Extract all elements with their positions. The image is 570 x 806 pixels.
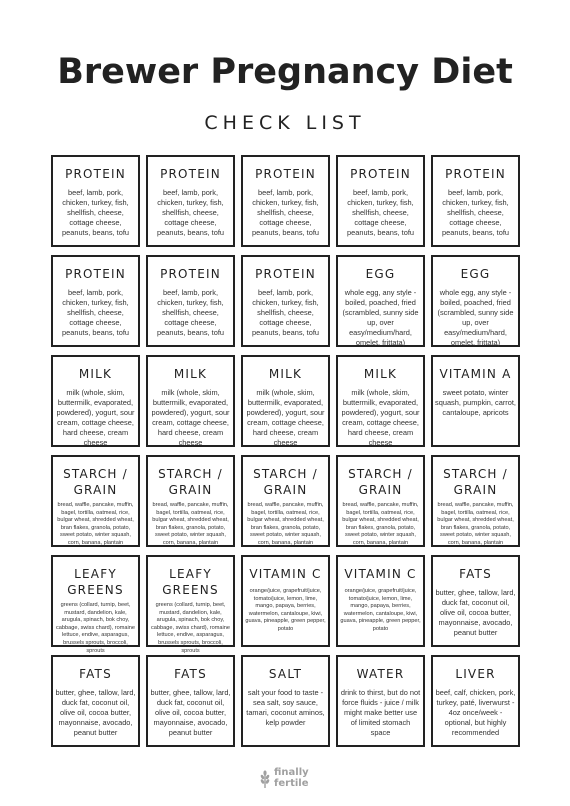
cell-heading: WATER [356,667,405,681]
cell-heading: EGG [460,267,491,281]
cell-heading: MILK [78,367,113,381]
cell-heading: STARCH / GRAIN [63,467,128,497]
checklist-cell [146,355,235,447]
checklist-cell [431,655,520,747]
checklist-cell [431,155,520,247]
cell-heading: LEAFY GREENS [162,567,219,597]
cell-foods: orange/juice, grapefruit/juice, tomato/juice, lemon, lime, mango, papaya, berries, watermelon, cantaloupe, kiwi, guava, pineapple, green pepper, potato [245,588,326,632]
checklist-cell [146,655,235,747]
cell-foods: beef, lamb, pork, chicken, turkey, fish, shellfish, cheese, cottage cheese, peanuts, beans, tofu [347,188,414,237]
cell-foods: bread, waffle, pancake, muffin, bagel, tortilla, oatmeal, rice, bulgar wheat, shredded wheat, bran flakes, granola, potato, sweet potato, winter squash, corn, banana, plantain [57,502,134,546]
cell-foods: butter, ghee, tallow, lard, duck fat, coconut oil, olive oil, cocoa butter, mayonnaise, avocado, peanut butter [55,688,136,737]
checklist-cell [146,155,235,247]
checklist-cell [336,255,425,347]
cell-heading: PROTEIN [255,167,316,181]
checklist-cell [431,255,520,347]
cell-foods: butter, ghee, tallow, lard, duck fat, coconut oil, olive oil, cocoa butter, mayonnaise, avocado, peanut butter [150,688,231,737]
checklist-cell [336,155,425,247]
cell-heading: STARCH / GRAIN [443,467,508,497]
cell-heading: PROTEIN [65,267,126,281]
checklist-grid [51,155,520,747]
cell-heading: STARCH / GRAIN [348,467,413,497]
cell-foods: greens (collard, turnip, beet, mustard, dandelion, kale, arugula, spinach, bok choy, cabbage, swiss chard), romaine lettuce, endive, asparagus, brussels sprouts, broccoli, sprouts [151,602,230,654]
cell-heading: LEAFY GREENS [67,567,124,597]
wheat-icon [258,770,272,788]
checklist-cell [241,555,330,647]
brand-name [274,767,309,789]
cell-heading: MILK [268,367,303,381]
cell-heading: VITAMIN C [249,567,322,581]
cell-foods: sweet potato, winter squash, pumpkin, carrot, cantaloupe, apricots [435,388,516,417]
cell-foods: milk (whole, skim, buttermilk, evaporated, powdered), yogurt, sour cream, cottage cheese, hard cheese, cream cheese [151,388,230,447]
checklist-cell [51,455,140,547]
checklist-cell [241,155,330,247]
checklist-cell [431,455,520,547]
checklist-cell [51,155,140,247]
cell-heading: SALT [268,667,303,681]
cell-heading: VITAMIN A [439,367,512,381]
brand-line-1: finally [274,767,309,778]
cell-heading: STARCH / GRAIN [253,467,318,497]
checklist-cell [51,555,140,654]
cell-heading: FATS [174,667,207,681]
checklist-cell [241,355,330,447]
cell-heading: PROTEIN [350,167,411,181]
checklist-cell [336,655,425,747]
checklist-cell [241,255,330,347]
cell-heading: PROTEIN [255,267,316,281]
cell-heading: LIVER [455,667,496,681]
cell-foods: milk (whole, skim, buttermilk, evaporated, powdered), yogurt, sour cream, cottage cheese, hard cheese, cream cheese [341,388,420,447]
checklist-cell [241,455,330,547]
cell-heading: EGG [365,267,396,281]
cell-foods: drink to thirst, but do not force fluids - juice / milk might make better use of limited stomach space [340,688,421,737]
checklist-cell [146,555,235,654]
cell-foods: beef, lamb, pork, chicken, turkey, fish, shellfish, cheese, cottage cheese, peanuts, beans, tofu [62,188,129,237]
cell-heading: MILK [173,367,208,381]
checklist-cell [336,355,425,447]
checklist-cell [336,455,425,547]
cell-foods: bread, waffle, pancake, muffin, bagel, tortilla, oatmeal, rice, bulgar wheat, shredded wheat, bran flakes, granola, potato, sweet potato, winter squash, corn, banana, plantain [342,502,419,546]
cell-heading: VITAMIN C [344,567,417,581]
checklist-cell [431,555,520,647]
cell-foods: beef, lamb, pork, chicken, turkey, fish, shellfish, cheese, cottage cheese, peanuts, beans, tofu [157,188,224,237]
checklist-cell [336,555,425,647]
cell-foods: beef, lamb, pork, chicken, turkey, fish, shellfish, cheese, cottage cheese, peanuts, beans, tofu [252,188,319,237]
cell-foods: milk (whole, skim, buttermilk, evaporated, powdered), yogurt, sour cream, cottage cheese, hard cheese, cream cheese [246,388,325,447]
cell-foods: whole egg, any style - boiled, poached, fried (scrambled, sunny side up, over easy/medium/hard, omelet, frittata) [437,288,514,347]
cell-foods: milk (whole, skim, buttermilk, evaporated, powdered), yogurt, sour cream, cottage cheese, hard cheese, cream cheese [56,388,135,447]
checklist-cell [51,655,140,747]
cell-foods: bread, waffle, pancake, muffin, bagel, tortilla, oatmeal, rice, bulgar wheat, shredded wheat, bran flakes, granola, potato, sweet potato, winter squash, corn, banana, plantain [437,502,514,546]
cell-heading: PROTEIN [445,167,506,181]
cell-foods: bread, waffle, pancake, muffin, bagel, tortilla, oatmeal, rice, bulgar wheat, shredded wheat, bran flakes, granola, potato, sweet potato, winter squash, corn, banana, plantain [247,502,324,546]
cell-foods: beef, lamb, pork, chicken, turkey, fish, shellfish, cheese, cottage cheese, peanuts, beans, tofu [442,188,509,237]
cell-heading: FATS [79,667,112,681]
cell-heading: PROTEIN [160,167,221,181]
brand-logo [258,767,318,793]
cell-foods: beef, lamb, pork, chicken, turkey, fish, shellfish, cheese, cottage cheese, peanuts, beans, tofu [157,288,224,337]
checklist-cell [241,655,330,747]
checklist-cell [51,355,140,447]
cell-heading: FATS [459,567,492,581]
cell-foods: beef, lamb, pork, chicken, turkey, fish, shellfish, cheese, cottage cheese, peanuts, beans, tofu [62,288,129,337]
cell-heading: STARCH / GRAIN [158,467,223,497]
brand-line-2: fertile [274,778,309,789]
cell-foods: orange/juice, grapefruit/juice, tomato/juice, lemon, lime, mango, papaya, berries, watermelon, cantaloupe, kiwi, guava, pineapple, green pepper, potato [340,588,421,632]
page-subtitle: CHECK LIST [204,112,366,134]
checklist-cell [51,255,140,347]
cell-heading: PROTEIN [65,167,126,181]
cell-foods: salt your food to taste - sea salt, soy sauce, tamari, coconut aminos, kelp powder [246,688,325,727]
cell-foods: whole egg, any style - boiled, poached, fried (scrambled, sunny side up, over easy/medium/hard, omelet, frittata) [342,288,419,347]
cell-foods: bread, waffle, pancake, muffin, bagel, tortilla, oatmeal, rice, bulgar wheat, shredded wheat, bran flakes, granola, potato, sweet potato, winter squash, corn, banana, plantain [152,502,229,546]
cell-foods: butter, ghee, tallow, lard, duck fat, coconut oil, olive oil, cocoa butter, mayonnaise, avocado, peanut butter [435,588,516,637]
cell-foods: beef, lamb, pork, chicken, turkey, fish, shellfish, cheese, cottage cheese, peanuts, beans, tofu [252,288,319,337]
cell-foods: beef, calf, chicken, pork, turkey, paté, liverwurst - 4oz once/week - optional, but highly recommended [435,688,516,737]
cell-foods: greens (collard, turnip, beet, mustard, dandelion, kale, arugula, spinach, bok choy, cabbage, swiss chard), romaine lettuce, endive, asparagus, brussels sprouts, broccoli, sprouts [56,602,135,654]
cell-heading: PROTEIN [160,267,221,281]
cell-heading: MILK [363,367,398,381]
page-title: Brewer Pregnancy Diet [57,52,513,92]
checklist-cell [146,255,235,347]
checklist-cell [146,455,235,547]
checklist-cell [431,355,520,447]
